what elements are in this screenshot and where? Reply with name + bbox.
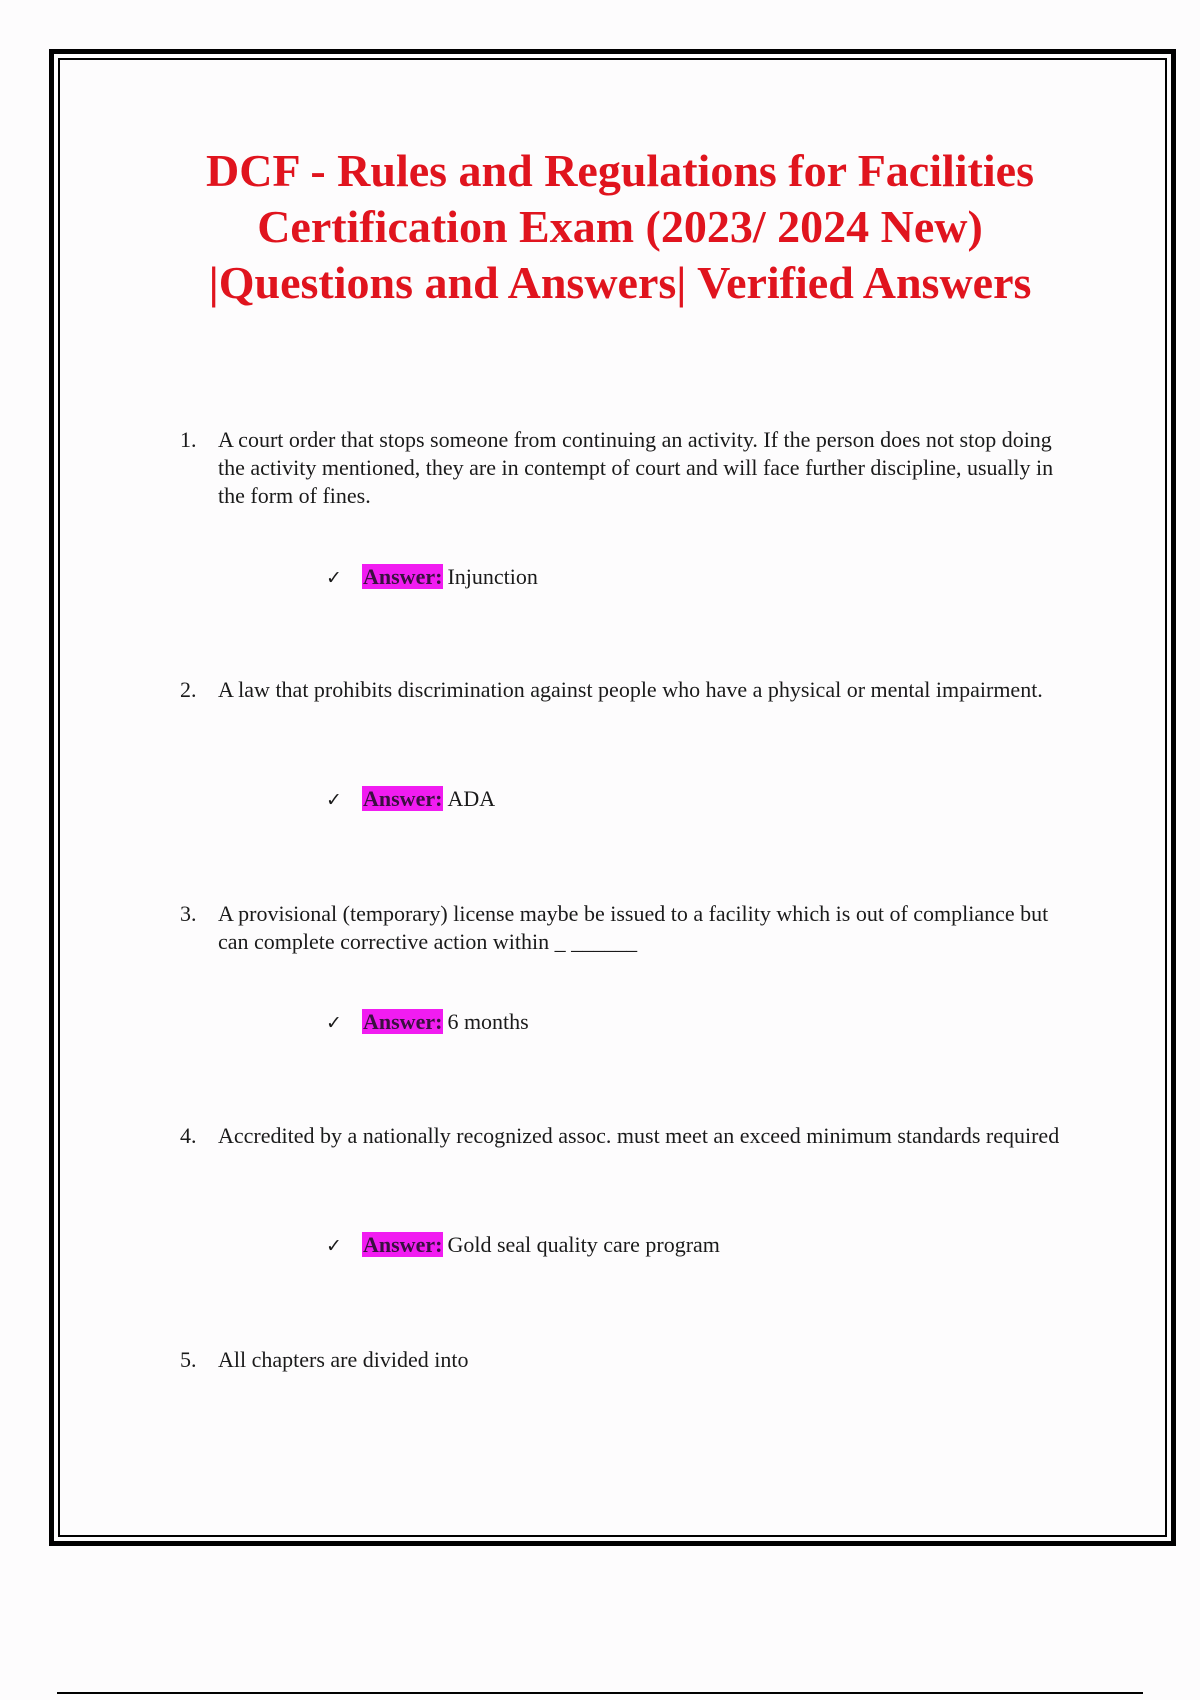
- answer-label: Answer:: [363, 564, 443, 589]
- checkmark-icon: ✓: [326, 789, 342, 811]
- question-text: A law that prohibits discrimination against people who have a physical or mental impairment.: [218, 677, 1043, 702]
- question-1: [180, 426, 1080, 510]
- answer-3: [326, 1008, 529, 1037]
- document-title: [120, 143, 1120, 311]
- answer-label: Answer:: [363, 786, 443, 811]
- footer-divider: [57, 1692, 1143, 1694]
- answer-4: [326, 1231, 720, 1260]
- answer-label: Answer:: [363, 1232, 443, 1257]
- title-line-1: DCF - Rules and Regulations for Facilities: [206, 145, 1034, 196]
- question-text: A court order that stops someone from continuing an activity. If the person does not stop doing the activity mentioned, they are in contempt of court and will face further discipline, usually in the form of fines.: [218, 427, 1054, 508]
- question-number: 3.: [180, 901, 197, 926]
- question-text: Accredited by a nationally recognized assoc. must meet an exceed minimum standards required: [218, 1123, 1060, 1148]
- question-number: 4.: [180, 1123, 197, 1148]
- answer-value: Gold seal quality care program: [447, 1232, 720, 1257]
- question-2: [180, 676, 1080, 704]
- answer-value: Injunction: [447, 564, 538, 589]
- question-number: 1.: [180, 427, 197, 452]
- question-4: [180, 1122, 1080, 1150]
- question-3: [180, 900, 1080, 956]
- answer-2: [326, 785, 495, 814]
- checkmark-icon: ✓: [326, 1235, 342, 1257]
- question-5: [180, 1346, 1080, 1374]
- answer-value: ADA: [447, 786, 496, 811]
- title-line-3: |Questions and Answers| Verified Answers: [208, 257, 1032, 308]
- question-number: 2.: [180, 677, 197, 702]
- question-text: A provisional (temporary) license maybe be issued to a facility which is out of compliance but can complete corrective action within _ ______: [218, 901, 1049, 954]
- checkmark-icon: ✓: [326, 567, 342, 589]
- answer-value: 6 months: [447, 1009, 529, 1034]
- title-line-2: Certification Exam (2023/ 2024 New): [257, 201, 983, 252]
- checkmark-icon: ✓: [326, 1012, 342, 1034]
- answer-label: Answer:: [363, 1009, 443, 1034]
- answer-1: [326, 563, 538, 592]
- question-text: All chapters are divided into: [218, 1347, 469, 1372]
- question-number: 5.: [180, 1347, 197, 1372]
